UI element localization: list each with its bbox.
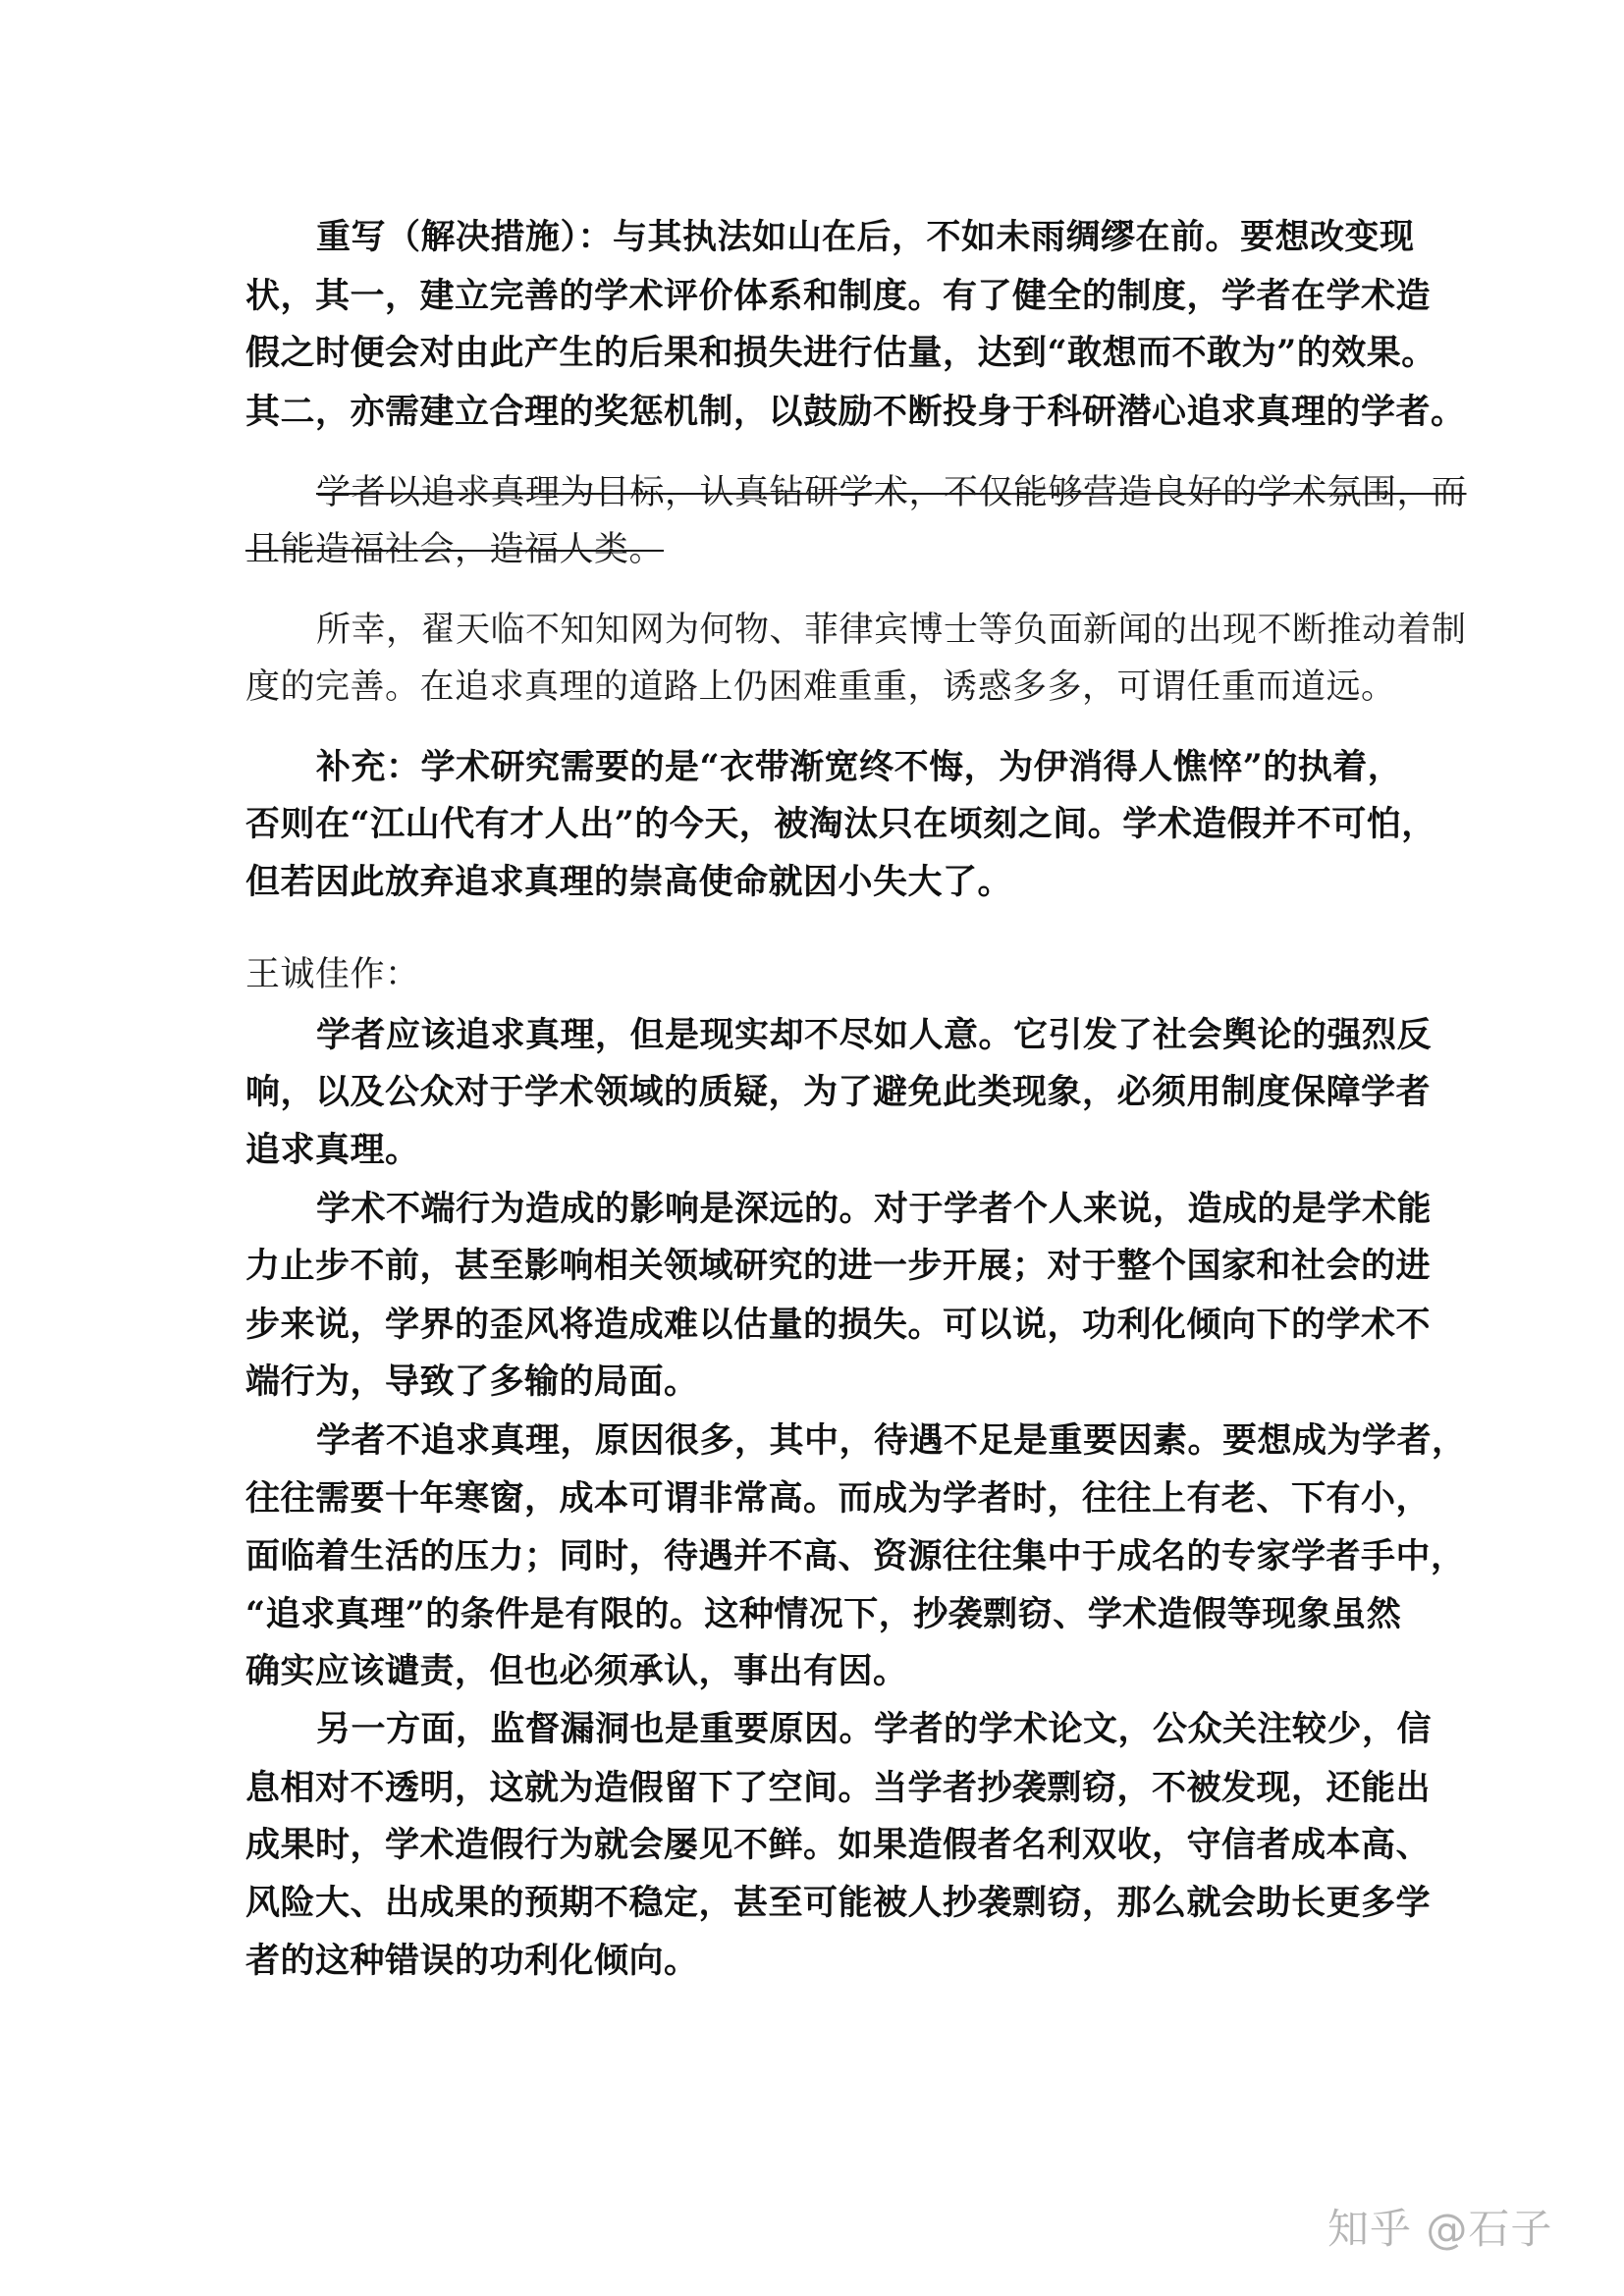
essay-paragraph-line: 成果时，学术造假行为就会屡见不鲜。如果造假者名利双收，守信者成本高、 [245, 1825, 1432, 1865]
rewrite-paragraph-line: 重写（解决措施）：与其执法如山在后，不如未雨绸缪在前。要想改变现 [316, 217, 1415, 257]
essay-paragraph-line: 学者应该追求真理，但是现实却不尽如人意。它引发了社会舆论的强烈反 [316, 1015, 1433, 1055]
essay-paragraph-line: 学术不端行为造成的影响是深远的。对于学者个人来说，造成的是学术能 [316, 1189, 1433, 1229]
essay-paragraph-line: 学者不追求真理，原因很多，其中，待遇不足是重要因素。要想成为学者， [316, 1420, 1467, 1461]
supplement-paragraph-line: 但若因此放弃追求真理的崇高使命就因小失大了。 [245, 862, 1013, 902]
body-paragraph-line: 所幸，翟天临不知知网为何物、菲律宾博士等负面新闻的出现不断推动着制 [316, 611, 1467, 650]
essay-paragraph-line: 追求真理。 [245, 1130, 420, 1170]
struck-paragraph-line: 学者以追求真理为目标，认真钻研学术，不仅能够营造良好的学术氛围，而 [316, 473, 1467, 512]
struck-paragraph-line: 且能造福社会，造福人类。 [245, 530, 665, 569]
zhihu-watermark: 知乎 @石子 [1327, 2205, 1553, 2253]
essay-paragraph-line: “追求真理”的条件是有限的。这种情况下，抄袭剽窃、学术造假等现象虽然 [245, 1594, 1402, 1634]
supplement-paragraph-line: 否则在“江山代有才人出”的今天，被淘汰只在顷刻之间。学术造假并不可怕， [245, 804, 1436, 844]
rewrite-paragraph-line: 状，其一，建立完善的学术评价体系和制度。有了健全的制度，学者在学术造 [245, 276, 1432, 316]
essay-paragraph-line: 确实应该谴责，但也必须承认，事出有因。 [245, 1651, 908, 1691]
essay-paragraph-line: 响，以及公众对于学术领域的质疑，为了避免此类现象，必须用制度保障学者 [245, 1072, 1432, 1112]
essay-paragraph-line: 面临着生活的压力；同时，待遇并不高、资源往往集中于成名的专家学者手中， [245, 1536, 1466, 1576]
essay-paragraph-line: 步来说，学界的歪风将造成难以估量的损失。可以说，功利化倾向下的学术不 [245, 1305, 1432, 1345]
sample-essay-heading: 王诚佳作： [245, 955, 420, 994]
body-paragraph-line: 度的完善。在追求真理的道路上仍困难重重，诱惑多多，可谓任重而道远。 [245, 667, 1396, 707]
essay-paragraph-line: 力止步不前，甚至影响相关领域研究的进一步开展；对于整个国家和社会的进 [245, 1246, 1432, 1286]
essay-paragraph-line: 往往需要十年寒窗，成本可谓非常高。而成为学者时，往往上有老、下有小， [245, 1478, 1432, 1519]
essay-paragraph-line: 风险大、出成果的预期不稳定，甚至可能被人抄袭剽窃，那么就会助长更多学 [245, 1883, 1432, 1923]
essay-paragraph-line: 息相对不透明，这就为造假留下了空间。当学者抄袭剽窃，不被发现，还能出 [245, 1768, 1432, 1808]
rewrite-paragraph-line: 其二，亦需建立合理的奖惩机制，以鼓励不断投身于科研潜心追求真理的学者。 [245, 392, 1466, 432]
essay-paragraph-line: 者的这种错误的功利化倾向。 [245, 1941, 699, 1981]
supplement-paragraph-line: 补充：学术研究需要的是“衣带渐宽终不悔，为伊消得人憔悴”的执着， [316, 747, 1403, 787]
essay-paragraph-line: 端行为，导致了多输的局面。 [245, 1362, 699, 1402]
essay-paragraph-line: 另一方面，监督漏洞也是重要原因。学者的学术论文，公众关注较少，信 [316, 1709, 1433, 1749]
rewrite-paragraph-line: 假之时便会对由此产生的后果和损失进行估量，达到“敢想而不敢为”的效果。 [245, 333, 1436, 373]
